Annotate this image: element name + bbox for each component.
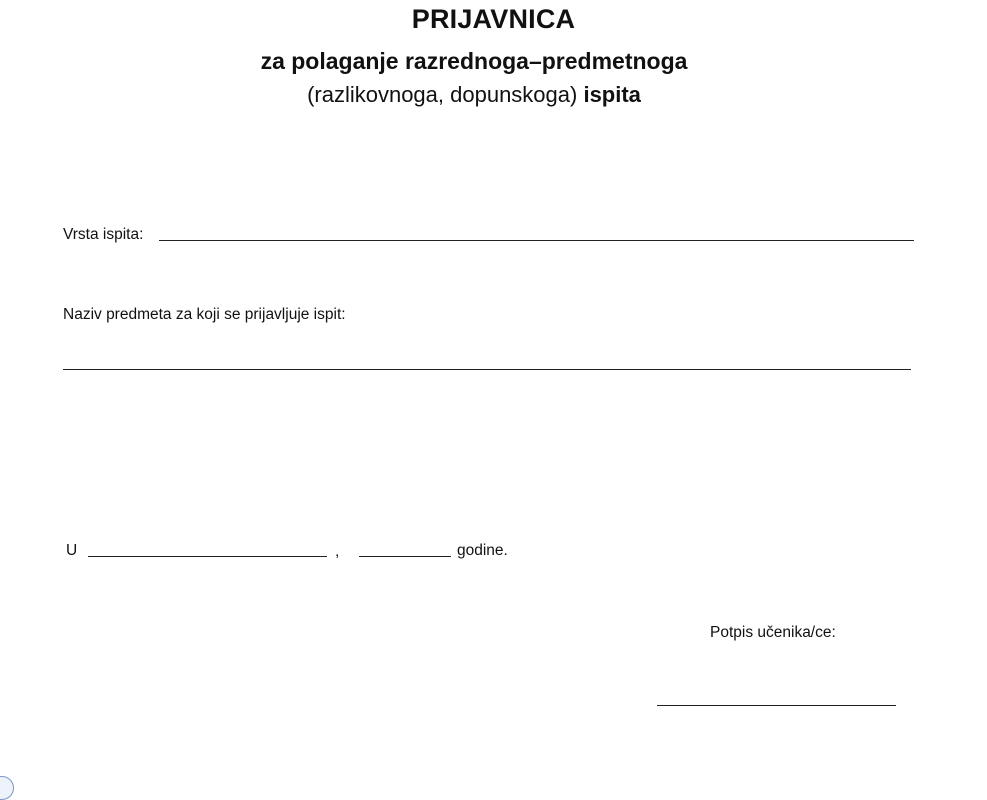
- subtitle-exam-kinds: (razlikovnoga, dopunskoga): [307, 82, 584, 107]
- form-subtitle-secondary: [0, 82, 948, 108]
- subtitle-exam-word: ispita: [583, 82, 641, 107]
- place-field[interactable]: [88, 556, 327, 557]
- subject-label: Naziv predmeta za koji se prijavljuje ispit:: [63, 306, 346, 323]
- place-date-separator: ,: [335, 543, 340, 560]
- subject-field[interactable]: [63, 369, 911, 370]
- form-subtitle: za polaganje razrednoga–predmetnoga: [260, 48, 688, 74]
- exam-type-field[interactable]: [159, 240, 914, 241]
- date-field[interactable]: [359, 556, 451, 557]
- form-title: PRIJAVNICA: [411, 4, 576, 34]
- year-suffix: godine.: [457, 542, 508, 559]
- corner-widget-icon: [0, 776, 14, 800]
- exam-type-label: Vrsta ispita:: [63, 226, 144, 243]
- signature-label: Potpis učenika/ce:: [710, 624, 836, 641]
- signature-field[interactable]: [657, 705, 896, 706]
- place-prefix: U: [66, 542, 78, 559]
